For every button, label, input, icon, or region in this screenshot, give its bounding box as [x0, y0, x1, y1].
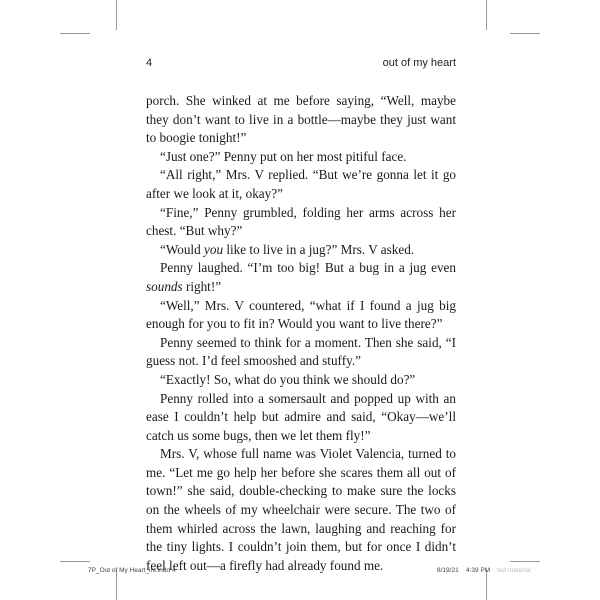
- page-header: [146, 57, 456, 73]
- paragraph: [146, 390, 456, 446]
- text-run: Mrs. V, whose full name was Violet Valencia, turned to me. “Let me go help her before she scares them all out of town!” she said, double-checking to make sure the locks on the wheels of my wheelchair were secure. The two of them whirled across the lawn, laughing and reaching for the tiny lights. I couldn’t join them, but for once I didn’t feel left out—a firefly had already found me.: [146, 446, 456, 573]
- slug-notice: ted material: [497, 567, 531, 574]
- crop-mark: [486, 0, 487, 30]
- slug-file-name: 7P_Out of My Heart_int.indd 4: [88, 567, 176, 574]
- text-run: “Would: [160, 241, 204, 257]
- paragraph: [146, 92, 456, 148]
- text-run: “All right,” Mrs. V replied. “But we’re gonna let it go after we look at it, okay?”: [146, 167, 456, 201]
- paragraph: [146, 204, 456, 241]
- paragraph: [146, 148, 456, 167]
- paragraph: [146, 371, 456, 390]
- paragraph: [146, 259, 456, 296]
- running-head: out of my heart: [382, 57, 456, 69]
- text-run: Penny rolled into a somersault and popped up with an ease I couldn’t help but admire and said, “Okay—we’ll catch us some bugs, then we let them fly!”: [146, 390, 456, 443]
- crop-mark: [116, 0, 117, 30]
- text-run: “Just one?” Penny put on her most pitiful face.: [160, 148, 407, 164]
- crop-mark: [510, 561, 540, 562]
- text-run: porch. She winked at me before saying, “Well, maybe they don’t want to live in a bottle—maybe they just want to boogie tonight!”: [146, 93, 456, 146]
- italic-text: sounds: [146, 278, 183, 294]
- page-number: 4: [146, 57, 153, 69]
- paragraph: [146, 297, 456, 334]
- text-run: Penny seemed to think for a moment. Then she said, “I guess not. I’d feel smooshed and stuffy.”: [146, 334, 456, 369]
- paragraph: [146, 166, 456, 203]
- text-run: “Fine,” Penny grumbled, folding her arms across her chest. “But why?”: [146, 204, 456, 239]
- text-run: Penny laughed. “I’m too big! But a bug in a jug even: [160, 260, 456, 276]
- crop-mark: [60, 33, 90, 34]
- slug-time: 4:39 PM: [466, 567, 491, 574]
- print-slug: [0, 564, 600, 578]
- italic-text: you: [204, 241, 224, 257]
- crop-mark: [510, 33, 540, 34]
- text-run: “Well,” Mrs. V countered, “what if I found a jug big enough for you to fit in? Would you want to live there?”: [146, 297, 456, 332]
- text-run: “Exactly! So, what do you think we should do?”: [160, 371, 416, 387]
- paragraph: [146, 241, 456, 260]
- crop-mark: [60, 561, 90, 562]
- text-run: like to live in a jug?” Mrs. V asked.: [223, 241, 415, 257]
- body-text: [146, 92, 456, 575]
- paragraph: [146, 445, 456, 575]
- text-run: right!”: [182, 278, 222, 294]
- paragraph: [146, 334, 456, 371]
- slug-date: 8/19/21: [437, 567, 459, 574]
